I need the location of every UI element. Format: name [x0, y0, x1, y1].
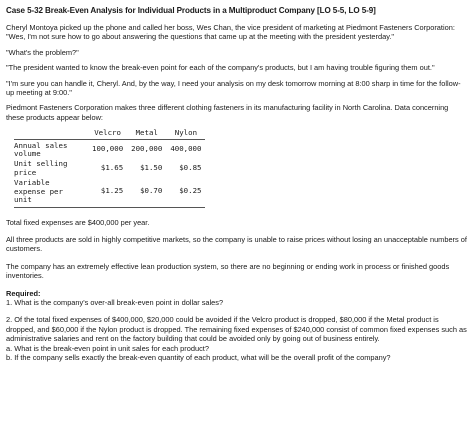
table-row — [14, 177, 205, 207]
dialogue-line: "What's the problem?" — [6, 47, 79, 57]
dialogue-line: "The president wanted to know the break-even point for each of the company's products, but I am having trouble figuring them out." — [6, 63, 435, 73]
table-header-row — [14, 129, 205, 139]
dialogue-line: "I'm sure you can handle it, Cheryl. And, by the way, I need your analysis on my desk tomorrow morning at 8:00 sharp in time for the follow-up meeting at 9:00." — [6, 78, 461, 98]
row-label: Annual sales volume — [14, 140, 68, 159]
column-header-metal: Metal — [127, 129, 166, 139]
question-2b: b. If the company sells exactly the break-even quantity of each product, what will be the overall profit of the company? — [6, 352, 391, 362]
required-heading: Required: — [6, 288, 41, 298]
table-cell: $0.25 — [166, 177, 205, 207]
row-label: Unit selling price — [14, 159, 68, 177]
table-row — [14, 158, 205, 177]
column-header-velcro: Velcro — [88, 129, 127, 139]
inventory-note: The company has an extremely effective lean production system, so there are no beginning or ending work in process or finished goods inventories. — [6, 261, 450, 281]
market-note: All three products are sold in highly competitive markets, so the company is unable to raise prices without losing an unacceptable numbers of customers. — [6, 234, 467, 254]
company-description: Piedmont Fasteners Corporation makes three different clothing fasteners in its manufacturing facility in North Carolina. Data concerning these products appear below: — [6, 103, 449, 122]
case-title: Case 5-32 Break-Even Analysis for Individual Products in a Multiproduct Company [LO 5-5, LO 5-9] — [6, 6, 376, 15]
question-2: 2. Of the total fixed expenses of $400,000, $20,000 could be avoided if the Velcro product is dropped, $80,000 if the Metal product is dropped, and $60,000 if the Nylon product is dropped. The remaining fixed expenses of $240,000 consist of common fixed expenses such as administrative salaries and rent on the factory building that could be avoided only by going out of business entirely. — [6, 315, 467, 344]
table-header-blank — [14, 129, 88, 139]
fixed-expenses-note: Total fixed expenses are $400,000 per year. — [6, 217, 150, 227]
table-cell: 400,000 — [170, 143, 202, 153]
table-cell: 100,000 — [92, 143, 124, 153]
product-data-table — [14, 129, 205, 207]
table-cell: $1.50 — [140, 162, 163, 172]
table-cell: $0.85 — [179, 162, 202, 172]
question-2a: a. What is the break-even point in unit sales for each product? — [6, 343, 209, 353]
table-cell: $1.65 — [100, 162, 124, 172]
question-1: 1. What is the company's over-all break-even point in dollar sales? — [6, 297, 224, 307]
column-header-nylon: Nylon — [166, 129, 205, 139]
table-row — [14, 139, 205, 158]
table-cell: $0.70 — [127, 177, 166, 207]
intro-paragraph: Cheryl Montoya picked up the phone and called her boss, Wes Chan, the vice president of marketing at Piedmont Fasteners Corporation: "Wes, I'm not sure how to go about answering the questions that came up at the meeting with the president yesterday." — [6, 23, 455, 42]
table-cell: $1.25 — [88, 177, 127, 207]
table-cell: 200,000 — [131, 143, 163, 153]
row-label: Variable expense per unit — [14, 177, 88, 207]
